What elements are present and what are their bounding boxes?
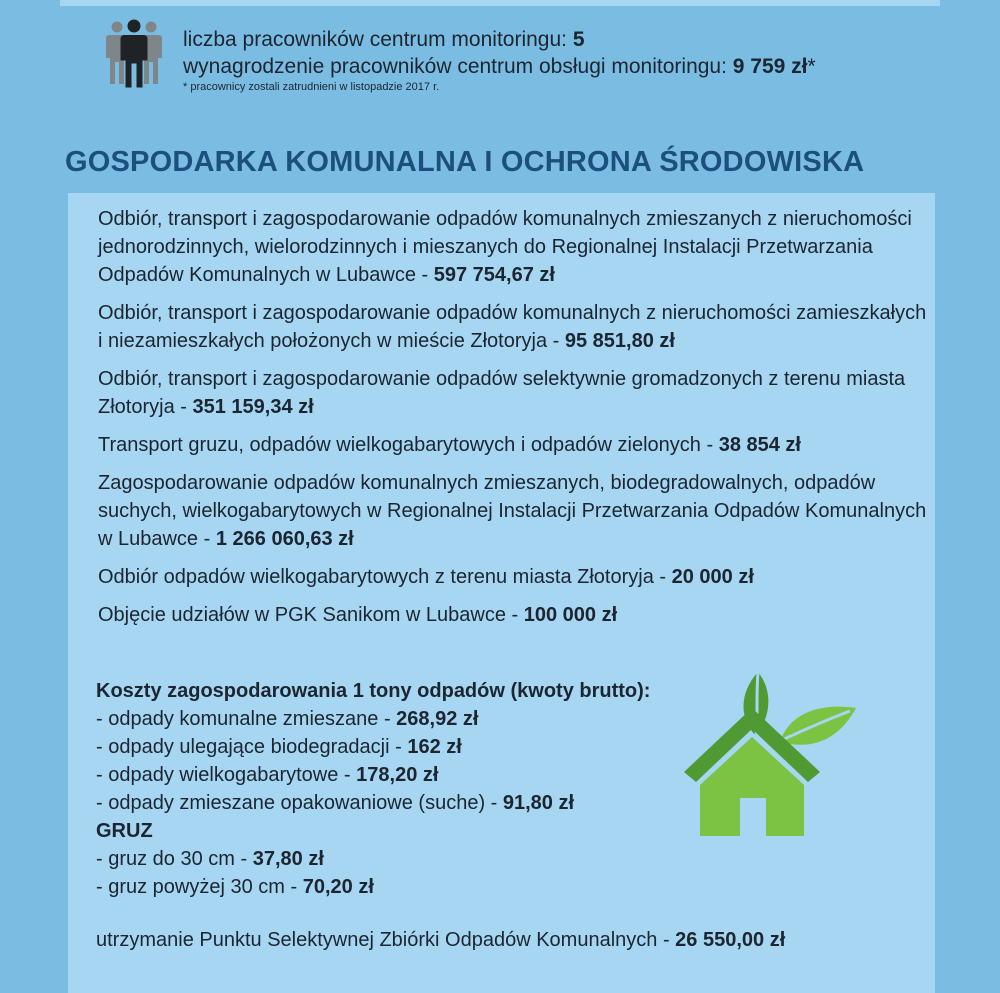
monitoring-stats bbox=[183, 26, 816, 94]
cost-amount: 91,80 zł bbox=[502, 792, 575, 814]
people-icon bbox=[104, 18, 164, 88]
cost-line bbox=[96, 789, 716, 817]
gruz-amount: 70,20 zł bbox=[302, 876, 374, 898]
maintenance-text: utrzymanie Punktu Selektywnej Zbiórki Odpadów Komunalnych - bbox=[96, 929, 676, 951]
expense-amount: 351 159,34 zł bbox=[192, 396, 314, 418]
cost-text: - odpady ulegające biodegradacji - bbox=[96, 736, 408, 758]
cost-line bbox=[96, 733, 716, 761]
cost-line bbox=[96, 705, 716, 733]
gruz-line bbox=[96, 873, 716, 901]
expense-amount: 1 266 060,63 zł bbox=[215, 528, 354, 550]
gruz-heading: GRUZ bbox=[96, 820, 153, 842]
gruz-amount: 37,80 zł bbox=[252, 848, 324, 870]
gruz-text: - gruz do 30 cm - bbox=[96, 848, 253, 870]
expense-item bbox=[98, 563, 928, 591]
expense-item bbox=[98, 601, 928, 629]
footnote: * pracownicy zostali zatrudnieni w listopadzie 2017 r. bbox=[183, 81, 440, 93]
expense-text: Zagospodarowanie odpadów komunalnych zmieszanych, biodegradowalnych, odpadów suchych, wielkogabarytowych w Regionalnej Instalacji Przetwarzania Odpadów Komunalnych w Lubawce - bbox=[98, 472, 927, 550]
expense-amount: 38 854 zł bbox=[718, 434, 801, 456]
cost-amount: 162 zł bbox=[407, 736, 462, 758]
cost-text: - odpady komunalne zmieszane - bbox=[96, 708, 397, 730]
expense-text: Odbiór, transport i zagospodarowanie odpadów selektywnie gromadzonych z terenu miasta Złotoryja - bbox=[98, 368, 906, 418]
expense-item bbox=[98, 431, 928, 459]
employees-value: 5 bbox=[572, 28, 585, 51]
expense-text: Odbiór, transport i zagospodarowanie odpadów komunalnych zmieszanych z nieruchomości jednorodzinnych, wielorodzinnych i mieszanych do Regionalnej Instalacji Przetwarzania Odpadów Komunalnych w Lubawce - bbox=[98, 208, 912, 286]
expense-amount: 20 000 zł bbox=[671, 566, 754, 588]
expense-item bbox=[98, 365, 928, 421]
maintenance-line bbox=[96, 926, 785, 954]
cost-amount: 268,92 zł bbox=[396, 708, 479, 730]
expense-amount: 597 754,67 zł bbox=[433, 264, 555, 286]
salary-label: wynagrodzenie pracowników centrum obsługi monitoringu: bbox=[183, 55, 733, 78]
cost-amount: 178,20 zł bbox=[356, 764, 439, 786]
expense-item bbox=[98, 469, 928, 553]
expense-text: Odbiór odpadów wielkogabarytowych z terenu miasta Złotoryja - bbox=[98, 566, 672, 588]
expense-amount: 95 851,80 zł bbox=[564, 330, 675, 352]
salary-value: 9 759 zł bbox=[732, 55, 808, 78]
cost-text: - odpady wielkogabarytowe - bbox=[96, 764, 357, 786]
top-panel-edge bbox=[60, 0, 940, 6]
gruz-line bbox=[96, 845, 716, 873]
expense-text: Odbiór, transport i zagospodarowanie odpadów komunalnych z nieruchomości zamieszkałych i niezamieszkałych położonych w mieście Złotoryja - bbox=[98, 302, 927, 352]
expense-list bbox=[98, 205, 928, 639]
cost-text: - odpady zmieszane opakowaniowe (suche) - bbox=[96, 792, 503, 814]
salary-line bbox=[183, 53, 816, 80]
cost-list bbox=[96, 677, 716, 901]
expense-text: Objęcie udziałów w PGK Sanikom w Lubawce - bbox=[98, 604, 524, 626]
expense-item bbox=[98, 299, 928, 355]
employees-line bbox=[183, 26, 816, 53]
maintenance-amount: 26 550,00 zł bbox=[675, 929, 786, 951]
gruz-text: - gruz powyżej 30 cm - bbox=[96, 876, 303, 898]
eco-house-icon bbox=[680, 668, 858, 840]
expense-amount: 100 000 zł bbox=[523, 604, 618, 626]
costs-heading: Koszty zagospodarowania 1 tony odpadów (kwoty brutto): bbox=[96, 680, 651, 702]
cost-line bbox=[96, 761, 716, 789]
salary-mark: * bbox=[807, 55, 816, 78]
employees-label: liczba pracowników centrum monitoringu: bbox=[183, 28, 573, 51]
expense-text: Transport gruzu, odpadów wielkogabarytowych i odpadów zielonych - bbox=[98, 434, 719, 456]
expense-item bbox=[98, 205, 928, 289]
section-title: GOSPODARKA KOMUNALNA I OCHRONA ŚRODOWISKA bbox=[65, 146, 865, 178]
